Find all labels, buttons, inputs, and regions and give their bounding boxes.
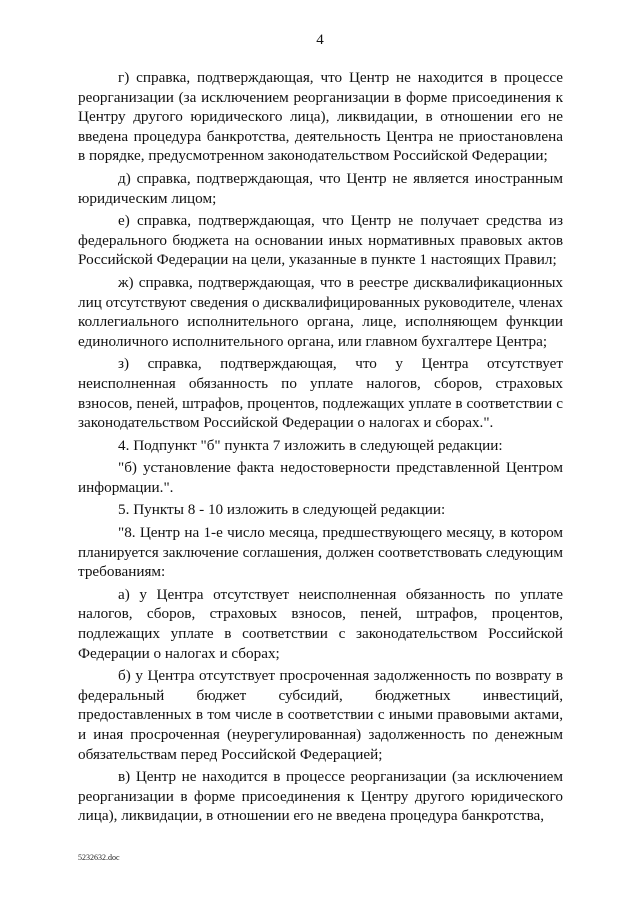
- paragraph-e: е) справка, подтверждающая, что Центр не получает средства из федерального бюджета на основании иных нормативных правовых актов Российской Федерации на цели, указанные в пункте 1 настоящих Правил;: [78, 212, 563, 269]
- paragraph-v: в) Центр не находится в процессе реорганизации (за исключением реорганизации в форме присоединения к Центру другого юридического лица), ликвидации, в отношении его не введена процедура банкротства,: [78, 768, 563, 825]
- paragraph-zh: ж) справка, подтверждающая, что в реестре дисквалификационных лиц отсутствуют сведения о дисквалифицированных руководителе, членах коллегиального исполнительного органа, лице, исполняющем функции единоличного исполнительного органа, или главном бухгалтере Центра;: [78, 273, 563, 350]
- paragraph-item-4-text: "б) установление факта недостоверности представленной Центром информации.".: [78, 459, 563, 496]
- paragraph-item-4: 4. Подпункт "б" пункта 7 изложить в следующей редакции:: [118, 436, 503, 454]
- paragraph-b: б) у Центра отсутствует просроченная задолженность по возврату в федеральный бюджет субсидий, бюджетных инвестиций, предоставленных в том числе в соответствии с иными правовыми актами, и иная просроченная (неурегулированная) задолженность по денежным обязательствам перед Российской Федерацией;: [78, 667, 563, 763]
- document-footer-filename: 5232632.doc: [78, 853, 120, 862]
- page-number: 4: [316, 32, 324, 48]
- paragraph-item-5: 5. Пункты 8 - 10 изложить в следующей редакции:: [118, 501, 446, 519]
- paragraph-g: г) справка, подтверждающая, что Центр не находится в процессе реорганизации (за исключением реорганизации в форме присоединения к Центру другого юридического лица), ликвидации, в отношении его не введена процедура банкротства, деятельность Центра не приостановлена в порядке, предусмотренном законодательством Российской Федерации;: [78, 69, 563, 165]
- paragraph-item-8: "8. Центр на 1-е число месяца, предшествующего месяцу, в котором планируется заключение соглашения, должен соответствовать следующим требованиям:: [78, 524, 563, 581]
- document-body: [78, 68, 563, 829]
- paragraph-z: з) справка, подтверждающая, что у Центра отсутствует неисполненная обязанность по уплате налогов, сборов, страховых взносов, пеней, штрафов, процентов, подлежащих уплате в соответствии с законодательством Российской Федерации о налогах и сборах.".: [78, 355, 563, 432]
- paragraph-a: а) у Центра отсутствует неисполненная обязанность по уплате налогов, сборов, страховых взносов, пеней, штрафов, процентов, подлежащих уплате в соответствии с законодательством Российской Федерации о налогах и сборах;: [78, 585, 563, 662]
- paragraph-d: д) справка, подтверждающая, что Центр не является иностранным юридическим лицом;: [78, 169, 563, 207]
